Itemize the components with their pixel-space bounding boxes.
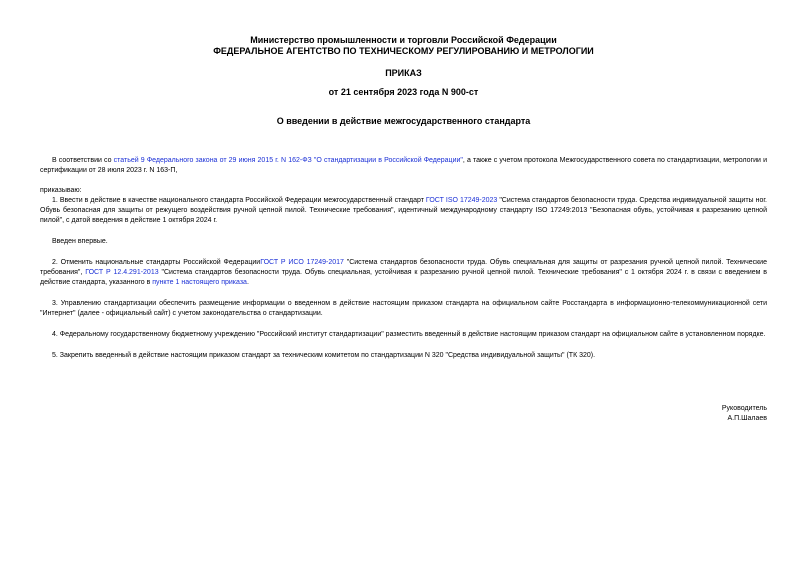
gost-iso-17249-2023-link[interactable]: ГОСТ ISO 17249-2023 (425, 197, 498, 204)
item-2-text-4: . (246, 279, 249, 286)
document-header (0, 35, 807, 57)
gost-r-iso-17249-2017-link[interactable]: ГОСТ Р ИСО 17249-2017 (260, 259, 344, 266)
item-5-paragraph: 5. Закрепить введенный в действие настоящим приказом стандарт за техническим комитетом по стандартизации N 320 "Средства индивидуальной защиты" (ТК 320). (52, 352, 596, 359)
ministry-name: Министерство промышленности и торговли Российской Федерации (250, 35, 557, 45)
intro-text-2: , а также с учетом протокола Межгосударственного совета по стандартизации, метрологии и сертификации от 28 июля 2023 г. N 163-П, (40, 157, 767, 174)
federal-law-link[interactable]: статьей 9 Федерального закона от 29 июня 2015 г. N 162-ФЗ "О стандартизации в Российской Федерации" (113, 157, 463, 164)
document-type: ПРИКАЗ (385, 68, 422, 78)
item-3-paragraph: 3. Управлению стандартизации обеспечить размещение информации о введенном в действие настоящим приказом стандарта на официальном сайте Росстандарта в информационно-телекоммуникационной сети "Интернет" (далее - официальный сайт) с учетом законодательства о стандартизации. (40, 300, 767, 317)
item-2-text-3: "Система стандартов безопасности труда. Обувь специальная, устойчивая к разрезанию ручной цепной пилой. Технические требования" с 1 октября 2024 г. в связи с введением в действие стандарта, указанного в (40, 269, 768, 286)
item-2-text-1: 2. Отменить национальные стандарты Российской Федерации (52, 259, 261, 266)
item-1-text-2: "Система стандартов безопасности труда. Средства индивидуальной защиты ног. Обувь безопасная для защиты от режущего воздействия ручной цепной пилой. Технические требования", идентичный международному стандарту ISO 17249:2013 "Безопасная обувь, устойчивая к разрезанию цепной пилой", с датой введения в действие 1 октября 2024 г. (40, 197, 767, 224)
document-body (40, 156, 767, 361)
item-1-text-1: 1. Ввести в действие в качестве национального стандарта Российской Федерации межгосударственный стандарт (52, 197, 426, 204)
item-2-paragraph (40, 258, 767, 288)
item-1-reference-link[interactable]: пункте 1 настоящего приказа (152, 279, 247, 286)
signature-block (722, 404, 767, 424)
intro-paragraph (40, 156, 767, 176)
signatory-title: Руководитель (721, 405, 767, 412)
first-time-note: Введен впервые. (52, 238, 108, 245)
gost-r-12-4-291-2013-link[interactable]: ГОСТ Р 12.4.291-2013 (85, 269, 159, 276)
agency-name: ФЕДЕРАЛЬНОЕ АГЕНТСТВО ПО ТЕХНИЧЕСКОМУ РЕГУЛИРОВАНИЮ И МЕТРОЛОГИИ (213, 46, 594, 56)
document-subject: О введении в действие межгосударственного стандарта (276, 116, 531, 126)
order-word: приказываю: (40, 187, 82, 194)
item-1-paragraph (40, 196, 767, 226)
intro-text-1: В соответствии со (52, 157, 114, 164)
item-4-paragraph: 4. Федеральному государственному бюджетному учреждению "Российский институт стандартизации" разместить введенный в действие настоящим приказом стандарт на официальном сайте в установленном порядке. (52, 331, 766, 338)
item-2-text-2: "Система стандартов безопасности труда. Обувь специальная для защиты от разрезания ручной цепной пилой. Технические требования", (40, 259, 767, 276)
signatory-name: А.П.Шалаев (727, 415, 767, 422)
document-date: от 21 сентября 2023 года N 900-ст (328, 87, 479, 97)
